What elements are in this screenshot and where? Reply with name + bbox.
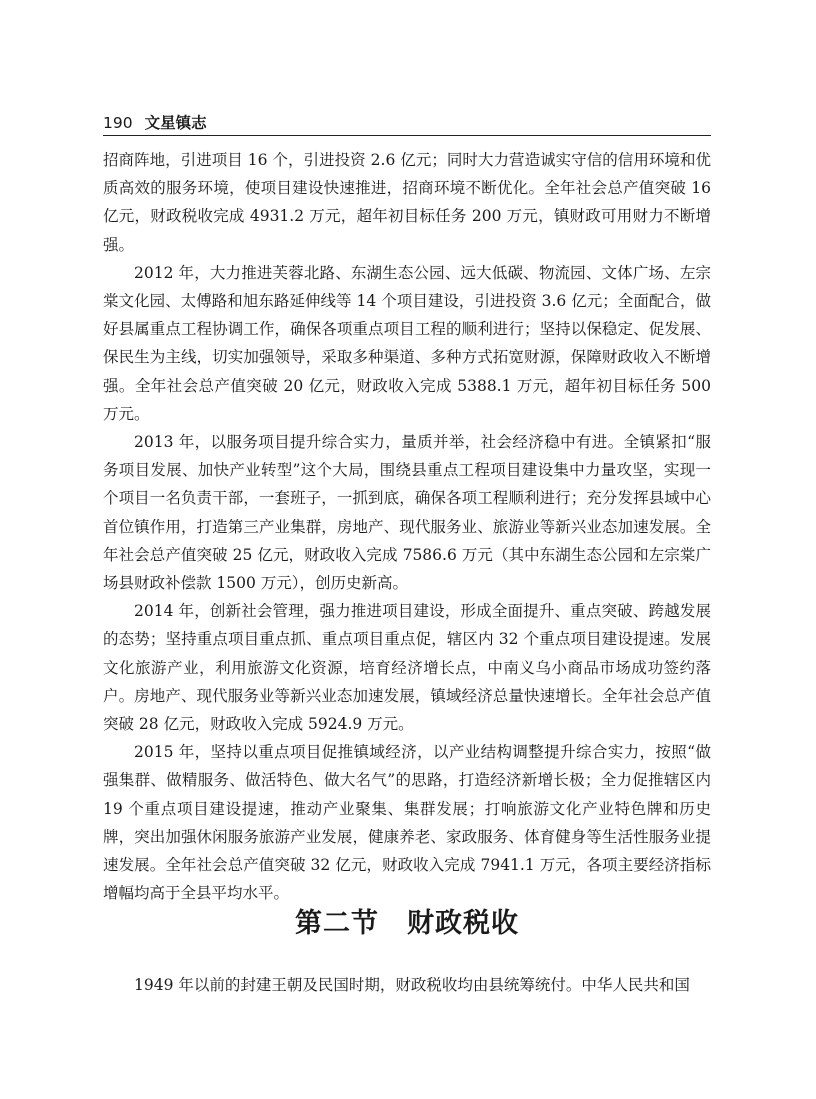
paragraph: 2012 年，大力推进芙蓉北路、东湖生态公园、远大低碳、物流园、文体广场、左宗棠文化园、太傅路和旭东路延伸线等 14 个项目建设，引进投资 3.6 亿元；全面配合，做好县属重点工程协调工作，确保各项重点项目工程的顺利进行；坚持以保稳定、促发展、保民生为主线，切实加强领导，采取多种渠道、多种方式拓宽财源，保障财政收入不断增强。全年社会总产值突破 20 亿元，财政收入完成 5388.1 万元，超年初目标任务 500 万元。: [103, 263, 711, 423]
paragraph: 2015 年，坚持以重点项目促推镇域经济，以产业结构调整提升综合实力，按照“做强集群、做精服务、做活特色、做大名气”的思路，打造经济新增长极；全力促推辖区内 19 个重点项目建设提速，推动产业聚集、集群发展；打响旅游文化产业特色牌和历史牌，突出加强休闲服务旅游产业发展，健康养老、家政服务、体育健身等生活性服务业提速发展。全年社会总产值突破 32 亿元，财政收入完成 7941.1 万元，各项主要经济指标增幅均高于全县平均水平。: [103, 743, 711, 903]
paragraph: 2014 年，创新社会管理，强力推进项目建设，形成全面提升、重点突破、跨越发展的态势；坚持重点项目重点抓、重点项目重点促，辖区内 32 个重点项目建设提速。发展文化旅游产业，利用旅游文化资源，培育经济增长点，中南义乌小商品市场成功签约落户。房地产、现代服务业等新兴业态加速发展，镇域经济总量快速增长。全年社会总产值突破 28 亿元，财政收入完成 5924.9 万元。: [103, 602, 711, 734]
section-title: 第二节 财政税收: [295, 908, 519, 939]
running-header: [103, 113, 711, 136]
book-title: 文星镇志: [144, 114, 207, 132]
tail-text: [103, 971, 711, 999]
paragraph: 1949 年以前的封建王朝及民国时期，财政税收均由县统筹统付。中华人民共和国: [134, 976, 690, 994]
paragraph: 招商阵地，引进项目 16 个，引进投资 2.6 亿元；同时大力营造诚实守信的信用环境和优质高效的服务环境，使项目建设快速推进，招商环境不断优化。全年社会总产值突破 16 亿元，财政税收完成 4931.2 万元，超年初目标任务 200 万元，镇财政可用财力不断增强。: [103, 151, 711, 254]
body-text: [103, 146, 711, 907]
paragraph: 2013 年，以服务项目提升综合实力，量质并举，社会经济稳中有进。全镇紧扣“服务项目发展、加快产业转型”这个大局，围绕县重点工程项目建设集中力量攻坚，实现一个项目一名负责干部，一套班子，一抓到底，确保各项工程顺利进行；充分发挥县域中心首位镇作用，打造第三产业集群，房地产、现代服务业、旅游业等新兴业态加速发展。全年社会总产值突破 25 亿元，财政收入完成 7586.6 万元（其中东湖生态公园和左宗棠广场县财政补偿款 1500 万元），创历史新高。: [103, 433, 711, 593]
page-number: 190: [103, 114, 133, 132]
